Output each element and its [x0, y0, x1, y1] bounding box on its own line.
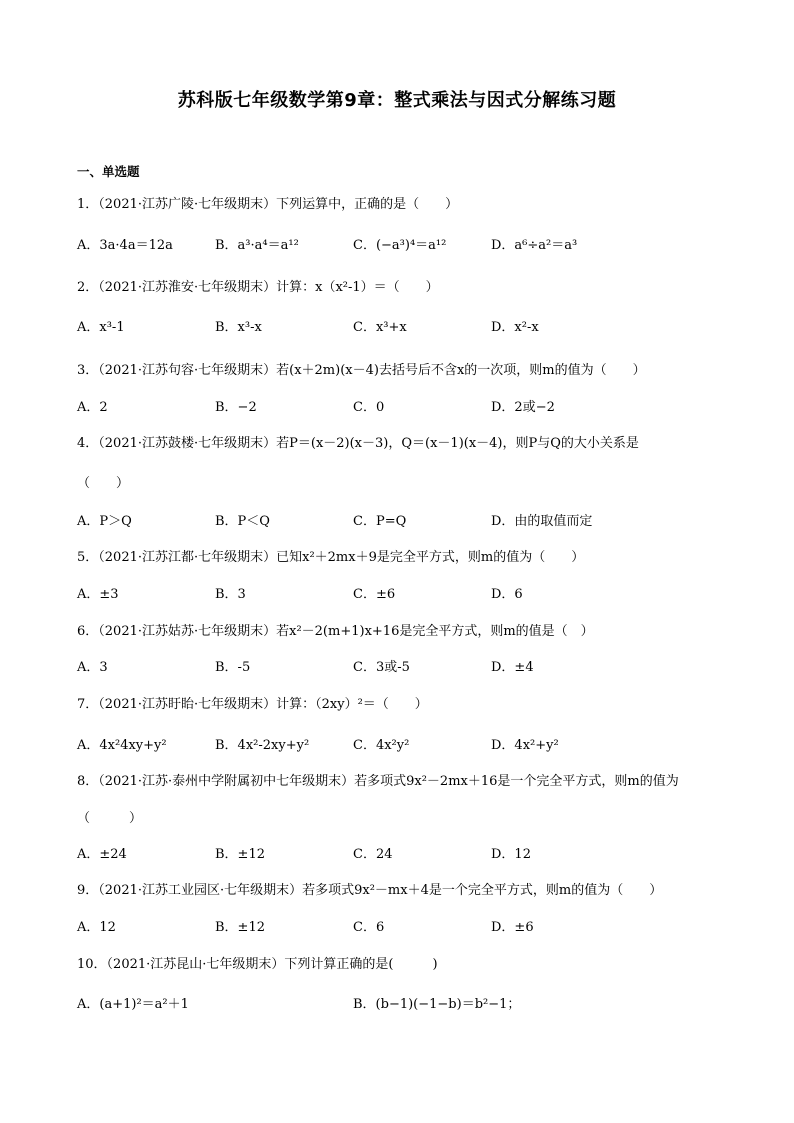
option-a: A．(a+1)²＝a²＋1: [77, 997, 189, 1012]
option-c: C．(−a³)⁴＝a¹²: [353, 238, 447, 253]
question-9-options: [77, 916, 717, 936]
option-a: A．±3: [77, 587, 119, 602]
question-8-options: [77, 843, 717, 863]
option-d: D．±4: [491, 660, 534, 675]
option-b: B．P＜Q: [215, 514, 270, 529]
option-d: D．6: [491, 587, 523, 602]
option-a: A．3: [77, 660, 108, 675]
question-5-stem: 5．（2021·江苏江都·七年级期末）已知x²＋2mx＋9是完全平方式，则m的值为（ ）: [77, 550, 585, 565]
question-2-stem: 2．（2021·江苏淮安·七年级期末）计算：x（x²-1）＝（ ）: [77, 280, 439, 295]
option-a: A．P＞Q: [77, 514, 132, 529]
section-heading: 一、单选题: [77, 164, 140, 179]
question-8-stem-continued: （ ）: [77, 811, 143, 826]
option-a: A．x³-1: [77, 320, 125, 335]
option-c: C．x³+x: [353, 320, 407, 335]
option-c: C．3或-5: [353, 660, 410, 675]
question-9-stem: 9．（2021·江苏工业园区·七年级期末）若多项式9x²－mx＋4是一个完全平方式，则m的值为（ ）: [77, 883, 663, 898]
option-a: A．±24: [77, 847, 127, 862]
option-d: D．4x²+y²: [491, 738, 559, 753]
question-8-stem: 8．（2021·江苏·泰州中学附属初中七年级期末）若多项式9x²－2mx＋16是一个完全平方式，则m的值为: [77, 774, 679, 789]
option-c: C．±6: [353, 587, 396, 602]
option-c: C．0: [353, 400, 385, 415]
option-a: A．2: [77, 400, 108, 415]
option-a: A．12: [77, 920, 116, 935]
option-c: C．P=Q: [353, 514, 407, 529]
question-5-options: [77, 583, 717, 603]
option-c: C．24: [353, 847, 393, 862]
option-b: B．±12: [215, 847, 265, 862]
question-1-stem: 1．（2021·江苏广陵·七年级期末）下列运算中，正确的是（ ）: [77, 197, 459, 212]
option-d: D．2或−2: [491, 400, 555, 415]
option-b: B．−2: [215, 400, 257, 415]
question-10-options: [77, 993, 717, 1013]
option-d: D．±6: [491, 920, 534, 935]
question-4-options: [77, 510, 717, 530]
page-title: 苏科版七年级数学第9章：整式乘法与因式分解练习题: [177, 90, 617, 111]
question-4-stem: 4．（2021·江苏鼓楼·七年级期末）若P＝(x－2)(x－3)，Q＝(x－1)(x－4)，则P与Q的大小关系是: [77, 436, 639, 451]
option-b: B．x³-x: [215, 320, 262, 335]
question-10-stem: 10．（2021·江苏昆山·七年级期末）下列计算正确的是( ): [77, 957, 438, 972]
question-6-options: [77, 656, 717, 676]
option-b: B．-5: [215, 660, 251, 675]
option-c: C．4x²y²: [353, 738, 410, 753]
option-b: B．4x²-2xy+y²: [215, 738, 310, 753]
question-6-stem: 6．（2021·江苏姑苏·七年级期末）若x²－2(m+1)x+16是完全平方式，则m的值是（ ）: [77, 624, 594, 639]
option-d: D．a⁶÷a²＝a³: [491, 238, 578, 253]
question-4-stem-continued: （ ）: [77, 476, 130, 491]
option-a: A．4x²4xy+y²: [77, 738, 167, 753]
option-b: B．(b−1)(−1−b)＝b²−1；: [353, 997, 521, 1012]
option-d: D．由的取值而定: [491, 514, 593, 529]
question-7-stem: 7．（2021·江苏盱眙·七年级期末）计算：（2xy）²＝（ ）: [77, 697, 428, 712]
question-3-stem: 3．（2021·江苏句容·七年级期末）若(x＋2m)(x－4)去括号后不含x的一次项，则m的值为（ ）: [77, 363, 646, 378]
option-b: B．3: [215, 587, 246, 602]
option-b: B．a³·a⁴＝a¹²: [215, 238, 299, 253]
option-d: D．12: [491, 847, 531, 862]
option-a: A．3a·4a＝12a: [77, 238, 173, 253]
option-b: B．±12: [215, 920, 265, 935]
option-d: D．x²-x: [491, 320, 539, 335]
question-1-options: [77, 234, 717, 254]
question-2-options: [77, 316, 717, 336]
option-c: C．6: [353, 920, 385, 935]
question-3-options: [77, 396, 717, 416]
question-7-options: [77, 734, 717, 754]
